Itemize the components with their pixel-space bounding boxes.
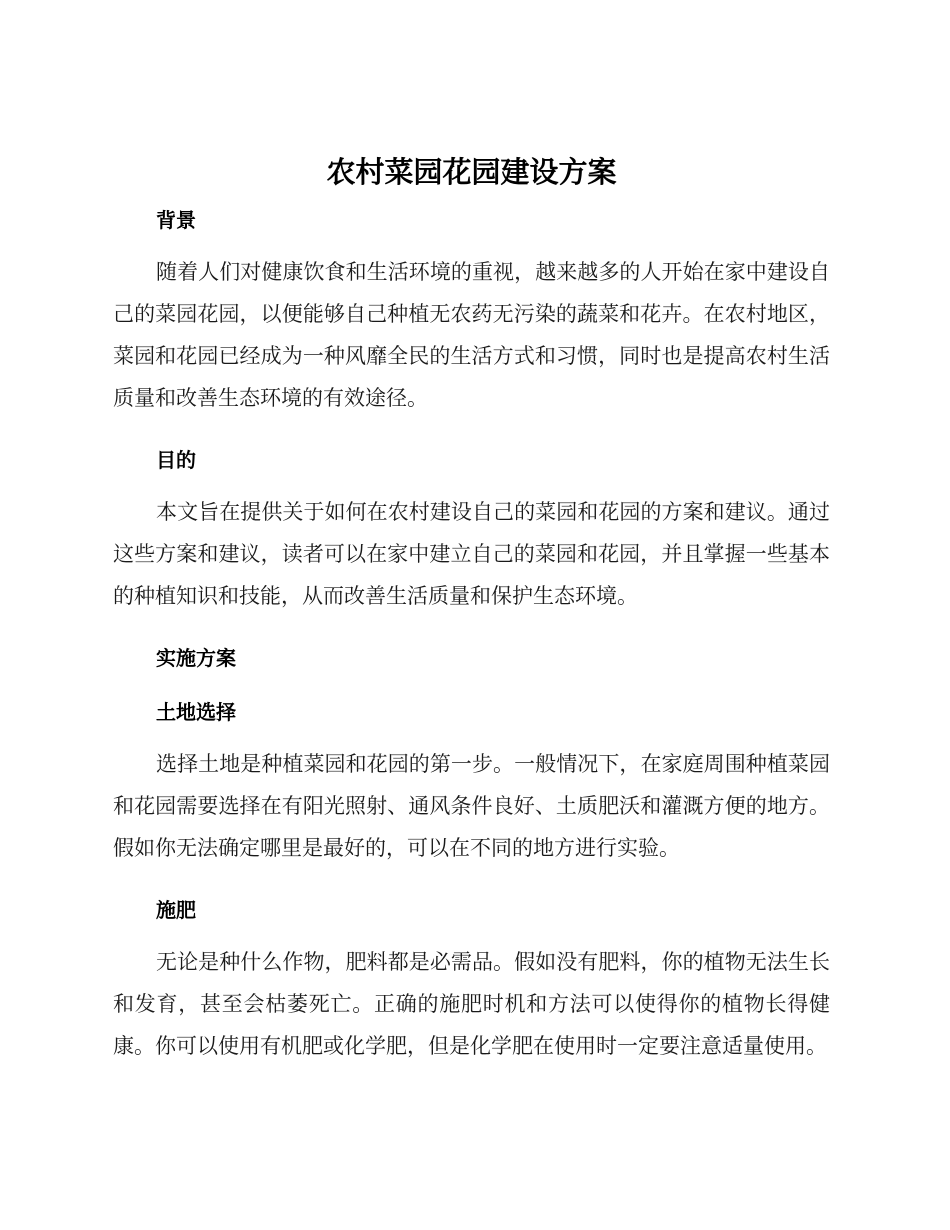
section-heading-fertilize: 施肥 [156,898,196,922]
paragraph-background: 随着人们对健康饮食和生活环境的重视，越来越多的人开始在家中建设自己的菜园花园，以便能够自己种植无农药无污染的蔬菜和花卉。在农村地区，菜园和花园已经成为一种风靡全民的生活方式和习惯，同时也是提高农村生活质量和改善生态环境的有效途径。 [113,260,830,410]
document-body [113,150,830,1067]
document-title: 农村菜园花园建设方案 [326,155,617,189]
section-heading-plan: 实施方案 [156,646,236,670]
section-heading-land: 土地选择 [156,700,236,724]
section-heading-goal: 目的 [156,448,196,472]
section-heading-background: 背景 [156,208,196,232]
paragraph-goal: 本文旨在提供关于如何在农村建设自己的菜园和花园的方案和建议。通过这些方案和建议，读者可以在家中建立自己的菜园和花园，并且掌握一些基本的种植知识和技能，从而改善生活质量和保护生态环境。 [113,500,830,608]
paragraph-fertilize: 无论是种什么作物，肥料都是必需品。假如没有肥料，你的植物无法生长和发育，甚至会枯萎死亡。正确的施肥时机和方法可以使得你的植物长得健康。你可以使用有机肥或化学肥，但是化学肥在使用时一定要注意适量使用。 [113,950,830,1058]
paragraph-land: 选择土地是种植菜园和花园的第一步。一般情况下，在家庭周围种植菜园和花园需要选择在有阳光照射、通风条件良好、土质肥沃和灌溉方便的地方。假如你无法确定哪里是最好的，可以在不同的地方进行实验。 [113,752,830,860]
